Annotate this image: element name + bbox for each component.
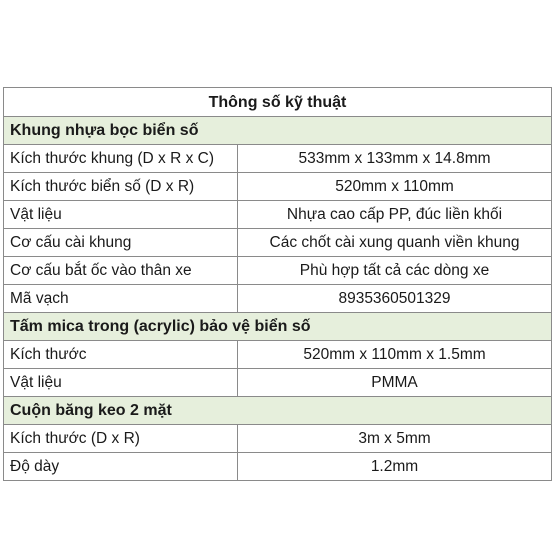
spec-value: Các chốt cài xung quanh viền khung (238, 229, 552, 257)
barcode-value: 8935360501329 (238, 285, 552, 313)
spec-value: 520mm x 110mm (238, 173, 552, 201)
table-row (4, 257, 552, 285)
table-row (4, 173, 552, 201)
spec-table (3, 87, 552, 481)
spec-value: Phù hợp tất cả các dòng xe (238, 257, 552, 285)
spec-value: 533mm x 133mm x 14.8mm (238, 145, 552, 173)
section-row (4, 117, 552, 145)
table-row (4, 341, 552, 369)
section-heading-frame: Khung nhựa bọc biển số (4, 117, 552, 145)
spec-label: Mã vạch (4, 285, 238, 313)
spec-label: Độ dày (4, 453, 238, 481)
spec-label: Kích thước (4, 341, 238, 369)
spec-value: PMMA (238, 369, 552, 397)
spec-value: 520mm x 110mm x 1.5mm (238, 341, 552, 369)
table-row (4, 145, 552, 173)
spec-label: Vật liệu (4, 369, 238, 397)
title-row (4, 88, 552, 117)
spec-label: Kích thước khung (D x R x C) (4, 145, 238, 173)
spec-label: Kích thước biển số (D x R) (4, 173, 238, 201)
table-row (4, 201, 552, 229)
table-row (4, 425, 552, 453)
spec-label: Cơ cấu cài khung (4, 229, 238, 257)
section-row (4, 313, 552, 341)
spec-value: Nhựa cao cấp PP, đúc liền khối (238, 201, 552, 229)
spec-label: Kích thước (D x R) (4, 425, 238, 453)
table-row (4, 229, 552, 257)
spec-value: 3m x 5mm (238, 425, 552, 453)
section-heading-tape: Cuộn băng keo 2 mặt (4, 397, 552, 425)
section-row (4, 397, 552, 425)
table-row (4, 285, 552, 313)
spec-value: 1.2mm (238, 453, 552, 481)
table-row (4, 453, 552, 481)
table-row (4, 369, 552, 397)
spec-label: Vật liệu (4, 201, 238, 229)
spec-label: Cơ cấu bắt ốc vào thân xe (4, 257, 238, 285)
table-title: Thông số kỹ thuật (4, 88, 552, 117)
section-heading-mica: Tấm mica trong (acrylic) bảo vệ biển số (4, 313, 552, 341)
